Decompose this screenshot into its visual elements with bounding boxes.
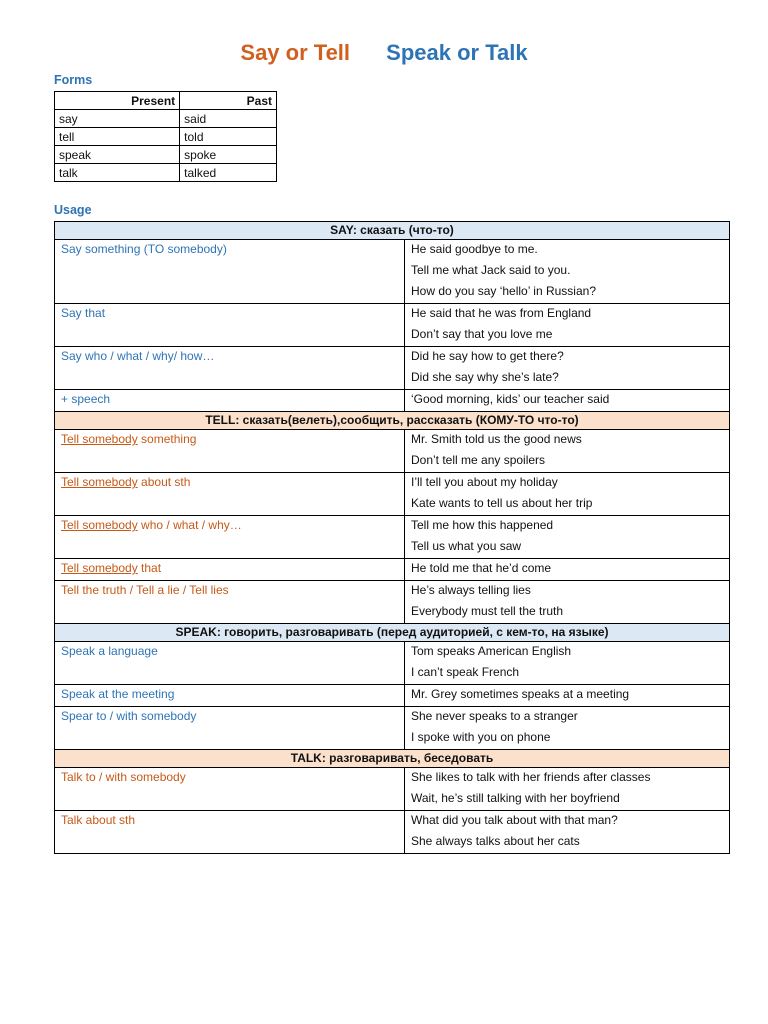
example-line: I’ll tell you about my holiday: [411, 475, 558, 489]
phrase-cell: Speak a language: [55, 642, 405, 685]
phrase-rest: who / what / why…: [137, 518, 242, 532]
forms-header-past: Past: [180, 92, 277, 110]
forms-table: [54, 91, 277, 182]
section-header-text: TALK: разговаривать, беседовать: [55, 750, 730, 768]
examples-cell: [405, 707, 730, 750]
phrase-cell: [55, 430, 405, 473]
example-line: Kate wants to tell us about her trip: [411, 496, 593, 510]
page-title: [0, 40, 768, 66]
examples-cell: [405, 559, 730, 581]
forms-cell-present: talk: [55, 164, 180, 182]
phrase-cell: Say that: [55, 304, 405, 347]
example-line: He told me that he’d come: [411, 561, 552, 575]
section-header-text: SAY: сказать (что-то): [55, 222, 730, 240]
example-line: She never speaks to a stranger: [411, 709, 578, 723]
examples-cell: [405, 347, 730, 390]
phrase-rest: Tell the truth / Tell a lie / Tell lies: [61, 583, 229, 597]
examples-cell: [405, 390, 730, 412]
examples-cell: [405, 473, 730, 516]
phrase-cell: [55, 559, 405, 581]
forms-row: [55, 164, 277, 182]
usage-row: [55, 473, 730, 516]
usage-table: [54, 221, 730, 854]
usage-row: [55, 304, 730, 347]
example-line: He said that he was from England: [411, 306, 592, 320]
example-line: Tell us what you saw: [411, 539, 522, 553]
examples-cell: [405, 685, 730, 707]
example-line: He said goodbye to me.: [411, 242, 538, 256]
section-header-tell: [55, 412, 730, 430]
examples-cell: [405, 430, 730, 473]
usage-row: [55, 240, 730, 304]
example-line: Everybody must tell the truth: [411, 604, 564, 618]
usage-row: [55, 516, 730, 559]
examples-cell: [405, 811, 730, 854]
usage-row: [55, 581, 730, 624]
example-line: What did you talk about with that man?: [411, 813, 618, 827]
forms-cell-present: say: [55, 110, 180, 128]
example-line: I spoke with you on phone: [411, 730, 551, 744]
example-line: ‘Good morning, kids’ our teacher said: [411, 392, 610, 406]
title-say-or-tell: Say or Tell: [240, 40, 351, 65]
forms-cell-past: spoke: [180, 146, 277, 164]
forms-header-row: [55, 92, 277, 110]
examples-cell: [405, 581, 730, 624]
example-line: Mr. Smith told us the good news: [411, 432, 582, 446]
usage-row: [55, 390, 730, 412]
forms-row: [55, 128, 277, 146]
phrase-underlined: Tell somebody: [61, 475, 138, 489]
forms-cell-present: speak: [55, 146, 180, 164]
title-speak-or-talk: Speak or Talk: [386, 40, 528, 65]
usage-row: [55, 768, 730, 811]
section-header-talk: [55, 750, 730, 768]
forms-header-present: Present: [55, 92, 180, 110]
example-line: Wait, he’s still talking with her boyfriend: [411, 791, 620, 805]
examples-cell: [405, 240, 730, 304]
phrase-underlined: Tell somebody: [61, 518, 138, 532]
phrase-cell: Spear to / with somebody: [55, 707, 405, 750]
example-line: She likes to talk with her friends after classes: [411, 770, 651, 784]
phrase-rest: that: [137, 561, 162, 575]
section-header-text: TELL: сказать(велеть),сообщить, рассказать (КОМУ-ТО что-то): [55, 412, 730, 430]
usage-row: [55, 347, 730, 390]
example-line: Tell me what Jack said to you.: [411, 263, 571, 277]
forms-row: [55, 146, 277, 164]
section-header-say: [55, 222, 730, 240]
forms-cell-present: tell: [55, 128, 180, 146]
phrase-underlined: Tell somebody: [61, 432, 138, 446]
examples-cell: [405, 304, 730, 347]
usage-row: [55, 642, 730, 685]
example-line: Tell me how this happened: [411, 518, 554, 532]
phrase-rest: something: [137, 432, 197, 446]
forms-cell-past: told: [180, 128, 277, 146]
phrase-rest: about sth: [137, 475, 191, 489]
usage-row: [55, 559, 730, 581]
example-line: She always talks about her cats: [411, 834, 580, 848]
example-line: Don’t tell me any spoilers: [411, 453, 546, 467]
forms-row: [55, 110, 277, 128]
example-line: Did he say how to get there?: [411, 349, 564, 363]
phrase-cell: Say something (TO somebody): [55, 240, 405, 304]
example-line: Don’t say that you love me: [411, 327, 553, 341]
phrase-cell: [55, 581, 405, 624]
usage-row: [55, 707, 730, 750]
phrase-cell: Talk to / with somebody: [55, 768, 405, 811]
example-line: Did she say why she’s late?: [411, 370, 559, 384]
example-line: Mr. Grey sometimes speaks at a meeting: [411, 687, 630, 701]
examples-cell: [405, 768, 730, 811]
forms-cell-past: talked: [180, 164, 277, 182]
example-line: Tom speaks American English: [411, 644, 572, 658]
example-line: I can’t speak French: [411, 665, 520, 679]
usage-label: Usage: [54, 203, 92, 217]
phrase-cell: Talk about sth: [55, 811, 405, 854]
usage-row: [55, 685, 730, 707]
section-header-text: SPEAK: говорить, разговаривать (перед аудиторией, с кем-то, на языке): [55, 624, 730, 642]
usage-row: [55, 811, 730, 854]
examples-cell: [405, 642, 730, 685]
phrase-underlined: Tell somebody: [61, 561, 138, 575]
forms-label: Forms: [54, 73, 93, 87]
section-header-speak: [55, 624, 730, 642]
example-line: How do you say ‘hello’ in Russian?: [411, 284, 596, 298]
phrase-cell: + speech: [55, 390, 405, 412]
phrase-cell: [55, 516, 405, 559]
phrase-cell: Speak at the meeting: [55, 685, 405, 707]
forms-cell-past: said: [180, 110, 277, 128]
phrase-cell: Say who / what / why/ how…: [55, 347, 405, 390]
examples-cell: [405, 516, 730, 559]
phrase-cell: [55, 473, 405, 516]
usage-row: [55, 430, 730, 473]
example-line: He’s always telling lies: [411, 583, 531, 597]
